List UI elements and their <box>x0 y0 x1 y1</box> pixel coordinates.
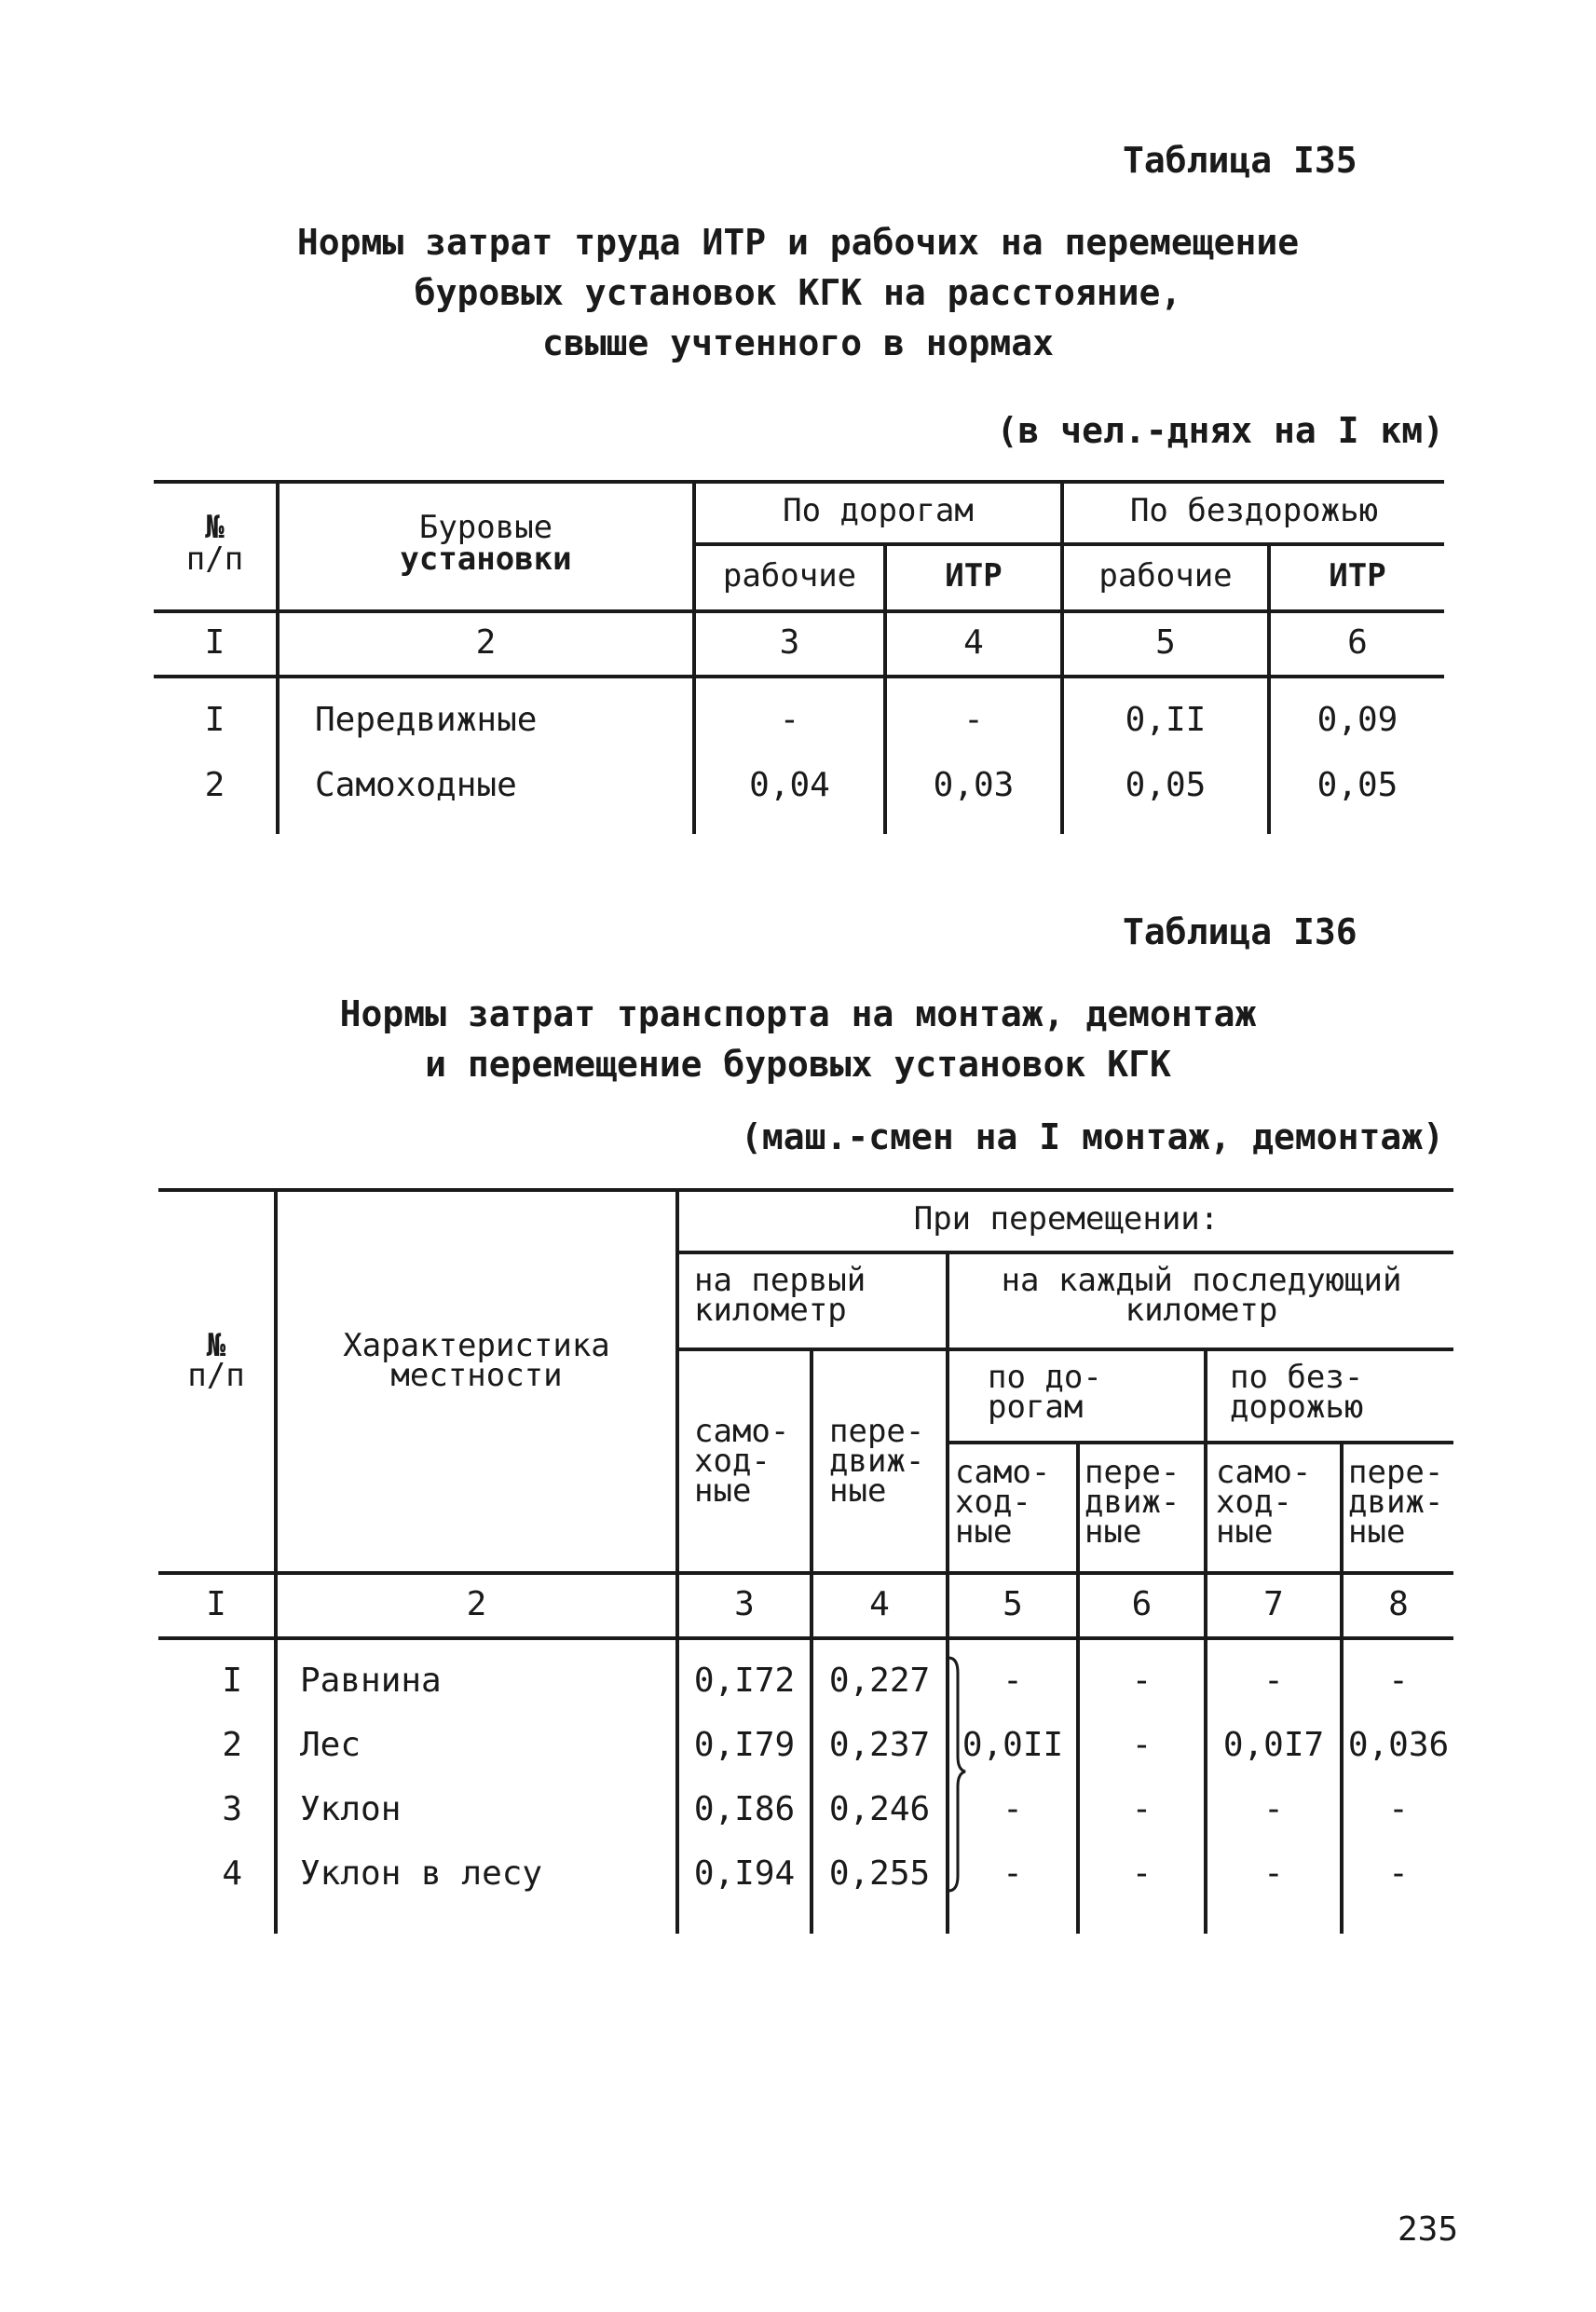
column-number: 8 <box>1388 1585 1409 1623</box>
brace-bracket <box>943 1654 967 1896</box>
table-136-rule <box>677 1348 1453 1351</box>
row-number: I <box>222 1662 242 1700</box>
column-number: I <box>206 1585 226 1623</box>
value-cell: - <box>1131 1790 1153 1828</box>
table-136-rule <box>158 1188 1453 1192</box>
header-itr: ИТР <box>1329 557 1386 595</box>
header-first-km: на первый <box>694 1262 866 1299</box>
value-cell: 0,04 <box>749 766 830 804</box>
table-135-rule <box>694 542 1444 546</box>
column-number: 4 <box>963 623 984 662</box>
header-mobile: движ- <box>1348 1484 1444 1521</box>
header-self-propelled: само- <box>1216 1454 1312 1491</box>
terrain-type: Уклон в лесу <box>300 1854 543 1893</box>
value-cell: 0,I79 <box>693 1726 796 1764</box>
terrain-type: Уклон <box>300 1790 402 1828</box>
value-cell: - <box>1131 1662 1153 1700</box>
value-cell: 0,05 <box>1125 766 1207 804</box>
value-cell: - <box>1263 1662 1284 1700</box>
header-mobile: ные <box>829 1472 887 1510</box>
table-136-rule <box>1204 1348 1207 1934</box>
value-cell: 0,0II <box>962 1726 1064 1764</box>
table-136-unit: (маш.-смен на I монтаж, демонтаж) <box>741 1116 1444 1157</box>
terrain-type: Лес <box>300 1726 361 1764</box>
value-cell: - <box>1388 1790 1409 1828</box>
value-cell: 0,II <box>1125 701 1207 739</box>
column-number: 2 <box>475 623 497 662</box>
table-135-unit: (в чел.-днях на I км) <box>996 410 1444 451</box>
column-number: 4 <box>869 1585 890 1623</box>
table-136-rule <box>948 1441 1453 1444</box>
header-num-symbol: № <box>205 509 225 546</box>
table-136-title-line-2: и перемещение буровых установок КГК <box>425 1044 1171 1085</box>
value-cell: - <box>1388 1662 1409 1700</box>
value-cell: 0,237 <box>828 1726 931 1764</box>
value-cell: - <box>1131 1726 1153 1764</box>
column-number: 5 <box>1155 623 1176 662</box>
value-cell: - <box>1263 1854 1284 1893</box>
table-136-label: Таблица I36 <box>1123 911 1357 952</box>
value-cell: 0,255 <box>828 1854 931 1893</box>
value-cell: 0,05 <box>1316 766 1398 804</box>
row-number: I <box>204 701 225 739</box>
header-mobile: пере- <box>1084 1454 1180 1491</box>
value-cell: - <box>1388 1854 1409 1893</box>
value-cell: 0,I72 <box>693 1662 796 1700</box>
header-by-roads: По дорогам <box>783 492 974 529</box>
header-workers: рабочие <box>722 557 857 595</box>
header-self-propelled: ход- <box>1216 1484 1292 1521</box>
column-number: 6 <box>1347 623 1368 662</box>
table-135-title-line-3: свыше учтенного в нормах <box>541 322 1055 363</box>
value-cell: 0,036 <box>1347 1726 1450 1764</box>
header-rigs: Буровые <box>418 509 553 546</box>
header-num-label: п/п <box>185 540 244 578</box>
column-number: 3 <box>734 1585 755 1623</box>
header-self-propelled: ные <box>694 1472 752 1510</box>
header-self-propelled: ход- <box>955 1484 1031 1521</box>
header-terrain: Характеристика <box>343 1327 610 1364</box>
table-135-label: Таблица I35 <box>1123 140 1357 181</box>
value-cell: - <box>1003 1854 1023 1893</box>
header-num-label: п/п <box>187 1357 245 1394</box>
value-cell: - <box>1131 1854 1153 1893</box>
table-135-title-line-2: буровых установок КГК на расстояние, <box>414 272 1182 313</box>
value-cell: 0,I86 <box>693 1790 796 1828</box>
column-number: 2 <box>466 1585 487 1623</box>
terrain-type: Равнина <box>300 1662 442 1700</box>
value-cell: - <box>963 701 984 739</box>
table-136-rule <box>274 1188 278 1934</box>
header-off-road: по без- <box>1230 1359 1364 1396</box>
header-by-roads: рогам <box>988 1389 1084 1426</box>
table-135-rule <box>154 609 1444 613</box>
rig-type: Передвижные <box>315 701 538 739</box>
table-136-rule <box>810 1348 813 1934</box>
row-number: 2 <box>222 1726 242 1764</box>
header-self-propelled: ход- <box>694 1443 771 1480</box>
header-self-propelled: само- <box>694 1413 790 1450</box>
value-cell: 0,246 <box>828 1790 931 1828</box>
row-number: 2 <box>204 766 225 804</box>
header-itr: ИТР <box>945 557 1003 595</box>
row-number: 3 <box>222 1790 242 1828</box>
table-136-title-line-1: Нормы затрат транспорта на монтаж, демонтаж <box>339 993 1257 1034</box>
value-cell: 0,09 <box>1316 701 1398 739</box>
header-mobile: движ- <box>1084 1484 1180 1521</box>
column-number: 7 <box>1263 1585 1284 1623</box>
value-cell: 0,03 <box>933 766 1015 804</box>
value-cell: - <box>779 701 800 739</box>
table-135-title-line-1: Нормы затрат труда ИТР и рабочих на перемещение <box>296 222 1300 263</box>
column-number: I <box>204 623 225 662</box>
value-cell: - <box>1003 1662 1023 1700</box>
page-number: 235 <box>1397 2210 1458 2249</box>
header-moving: При перемещении: <box>913 1200 1220 1238</box>
value-cell: - <box>1263 1790 1284 1828</box>
header-rigs: установки <box>400 540 572 578</box>
header-mobile: ные <box>1348 1513 1406 1551</box>
header-each-km: на каждый последующий <box>1001 1262 1402 1299</box>
header-off-road: дорожью <box>1230 1389 1364 1426</box>
header-by-roads: по до- <box>988 1359 1102 1396</box>
table-136-rule <box>158 1571 1453 1575</box>
value-cell: 0,227 <box>828 1662 931 1700</box>
value-cell: 0,I94 <box>693 1854 796 1893</box>
rig-type: Самоходные <box>315 766 517 804</box>
value-cell: - <box>1003 1790 1023 1828</box>
table-135-rule <box>154 480 1444 484</box>
table-135-rule <box>154 675 1444 678</box>
header-off-road: По бездорожью <box>1129 492 1379 529</box>
header-self-propelled: ные <box>955 1513 1013 1551</box>
header-mobile: ные <box>1084 1513 1142 1551</box>
column-number: 5 <box>1003 1585 1023 1623</box>
table-136-rule <box>677 1251 1453 1254</box>
header-first-km: километр <box>694 1292 847 1329</box>
header-self-propelled: само- <box>955 1454 1051 1491</box>
header-workers: рабочие <box>1098 557 1233 595</box>
value-cell: 0,0I7 <box>1222 1726 1325 1764</box>
column-number: 6 <box>1131 1585 1153 1623</box>
table-136-rule <box>158 1636 1453 1640</box>
header-each-km: километр <box>1125 1292 1278 1329</box>
header-self-propelled: ные <box>1216 1513 1274 1551</box>
header-num-symbol: № <box>206 1327 226 1364</box>
header-mobile: движ- <box>829 1443 925 1480</box>
header-mobile: пере- <box>829 1413 925 1450</box>
header-mobile: пере- <box>1348 1454 1444 1491</box>
header-terrain: местности <box>390 1357 563 1394</box>
row-number: 4 <box>222 1854 242 1893</box>
column-number: 3 <box>779 623 800 662</box>
